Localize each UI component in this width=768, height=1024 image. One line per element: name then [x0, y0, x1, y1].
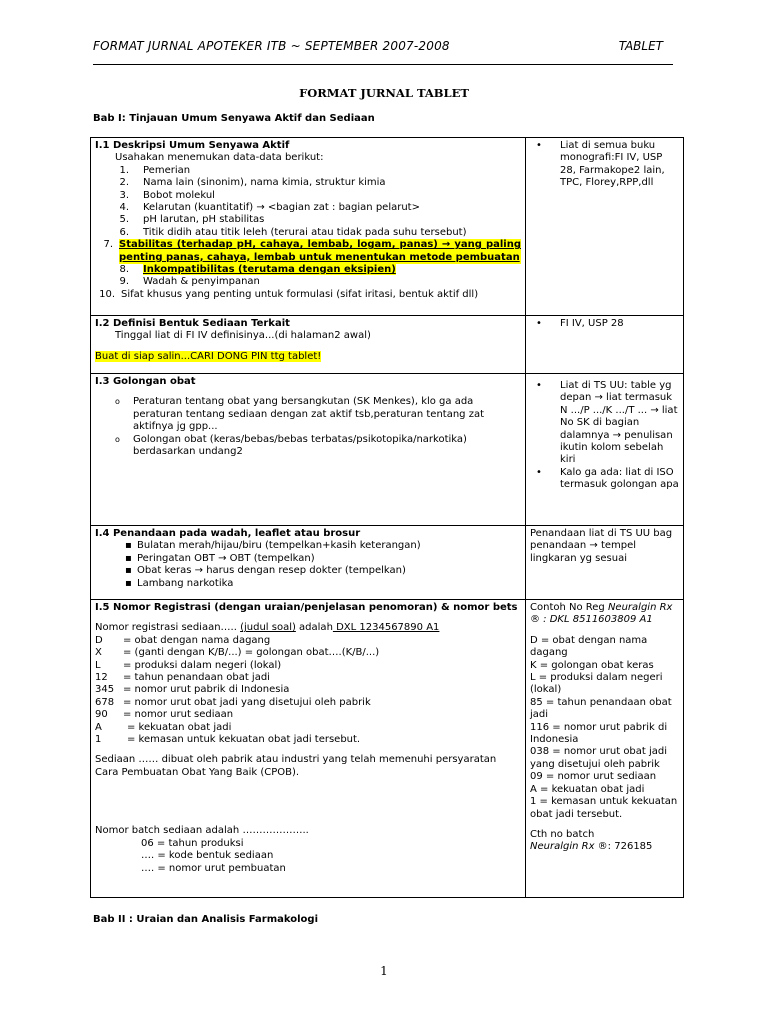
list-item: 4. Kelarutan (kuantitatif) → <bagian zat : bagian pelarut>: [119, 202, 420, 214]
header-left: FORMAT JURNAL APOTEKER ITB ~ SEPTEMBER 2007-2008: [93, 39, 450, 53]
section-4-left: [91, 526, 526, 600]
code-row: D = obat dengan nama dagang: [95, 634, 271, 646]
list-item: ▪ Lambang narkotika: [125, 578, 521, 590]
list-item: 2. Nama lain (sinonim), nama kimia, struktur kimia: [119, 177, 386, 189]
code-row: 345 = nomor urut pabrik di Indonesia: [95, 684, 290, 696]
reg-example-line: L = produksi dalam negeri (lokal): [530, 672, 663, 696]
list-item: ▪ Obat keras → harus dengan resep dokter (tempelkan): [125, 565, 521, 577]
list-item: ▪ Bulatan merah/hijau/biru (tempelkan+kasih keterangan): [125, 540, 521, 552]
reg-example-line: 116 = nomor urut pabrik di Indonesia: [530, 721, 668, 746]
code-row: 678 = nomor urut obat jadi yang disetujui oleh pabrik: [95, 696, 371, 708]
section-2-note: Buat di siap salin...CARI DONG PIN ttg tablet!: [95, 350, 322, 362]
list-item-highlighted: 7. Stabilitas (terhadap pH, cahaya, lembab, logam, panas) → yang paling penting panas, cahaya, lembab untuk menentukan metode pembuatan: [103, 239, 521, 263]
chapter-2-heading: Bab II : Uraian dan Analisis Farmakologi: [93, 914, 318, 925]
section-5-left: [91, 600, 526, 898]
chapter-1-heading: Bab I: Tinjauan Umum Senyawa Aktif dan Sediaan: [93, 113, 375, 124]
list-item: • FI IV, USP 28: [536, 318, 679, 330]
section-3-list: [95, 396, 521, 458]
list-item: o Golongan obat (keras/bebas/bebas terbatas/psikotopika/narkotika) berdasarkan undang2: [115, 434, 521, 459]
list-item: • Kalo ga ada: liat di ISO termasuk golongan apa: [536, 467, 679, 492]
reg-example: Contoh No Reg Neuralgin Rx ® : DKL 8511603809 A1: [530, 602, 673, 626]
registration-codes: [95, 635, 521, 747]
code-row: L = produksi dalam negeri (lokal): [95, 659, 282, 671]
page-header: [93, 40, 673, 65]
section-4-right: [526, 526, 684, 600]
registration-line: Nomor registrasi sediaan….. (judul soal) adalah DXL 1234567890 A1: [95, 622, 440, 634]
section-1-list: [95, 165, 521, 301]
section-3-refs: [530, 380, 679, 492]
section-3-right: [526, 374, 684, 526]
list-item: • Liat di semua buku monografi:FI IV, USP 28, Farmakope2 lain, TPC, Florey,RPP,dll: [536, 140, 679, 190]
list-item-highlighted: 8. Inkompatibilitas (terutama dengan eksipien): [119, 264, 396, 276]
code-row: 12 = tahun penandaan obat jadi: [95, 672, 270, 684]
section-row-5: [91, 600, 684, 898]
section-1-refs: [530, 140, 679, 190]
section-5-heading: I.5 Nomor Registrasi (dengan uraian/penjelasan penomoran) & nomor bets: [95, 602, 518, 613]
header-right: TABLET: [618, 39, 663, 53]
list-item: o Peraturan tentang obat yang bersangkutan (SK Menkes), klo ga ada peraturan tentang sediaan dengan zat aktif tsb,peraturan tentang zat aktifnya jg gpp...: [115, 396, 521, 433]
reg-example-line: A = kekuatan obat jadi: [530, 783, 645, 795]
reg-example-line: 038 = nomor urut obat jadi yang disetujui oleh pabrik: [530, 746, 668, 770]
batch-row: …. = nomor urut pembuatan: [141, 862, 286, 874]
reg-example-line: K = golongan obat keras: [530, 659, 654, 671]
list-item: 5. pH larutan, pH stabilitas: [119, 214, 265, 226]
section-row-2: [91, 316, 684, 374]
section-2-refs: [530, 318, 679, 330]
batch-example: Neuralgin Rx ®: 726185: [530, 841, 653, 853]
list-item: 9. Wadah & penyimpanan: [119, 276, 260, 288]
reg-example-line: 1 = kemasan untuk kekuatan obat jadi tersebut.: [530, 796, 678, 820]
section-row-4: [91, 526, 684, 600]
code-row: A = kekuatan obat jadi: [95, 721, 232, 733]
section-3-left: [91, 374, 526, 526]
section-3-heading: I.3 Golongan obat: [95, 376, 196, 387]
batch-row: 06 = tahun produksi: [141, 837, 244, 849]
reg-example-line: 09 = nomor urut sediaan: [530, 771, 657, 783]
code-row: X = (ganti dengan K/B/...) = golongan obat….(K/B/...): [95, 647, 380, 659]
reg-example-line: 85 = tahun penandaan obat jadi: [530, 696, 672, 721]
list-item: 3. Bobot molekul: [119, 189, 215, 201]
batch-row: …. = kode bentuk sediaan: [141, 850, 274, 862]
code-row: 90 = nomor urut sediaan: [95, 709, 234, 721]
batch-codes: [95, 838, 521, 875]
section-2-left: [91, 316, 526, 374]
section-1-heading: I.1 Deskripsi Umum Senyawa Aktif: [95, 140, 290, 151]
section-row-3: [91, 374, 684, 526]
section-2-line: Tinggal liat di FI IV definisinya...(di halaman2 awal): [115, 330, 371, 342]
section-2-right: [526, 316, 684, 374]
batch-line: Nomor batch sediaan adalah ………………..: [95, 825, 309, 837]
batch-example-label: Cth no batch: [530, 828, 595, 840]
list-item: • Liat di TS UU: table yg depan → liat termasuk N .../P .../K .../T ... → liat No SK di bagian dalamnya → penulisan ikutin kolom sebelah kiri: [536, 380, 679, 467]
section-5-right: [526, 600, 684, 898]
content-table: [90, 137, 684, 898]
document-title: FORMAT JURNAL TABLET: [299, 86, 469, 100]
page-number: 1: [380, 964, 388, 978]
list-item: 1. Pemerian: [119, 164, 191, 176]
section-1-left: [91, 138, 526, 316]
section-4-list: [95, 540, 521, 590]
list-item: ▪ Peringatan OBT → OBT (tempelkan): [125, 553, 521, 565]
section-row-1: [91, 138, 684, 316]
section-2-heading: I.2 Definisi Bentuk Sediaan Terkait: [95, 318, 290, 329]
code-row: 1 = kemasan untuk kekuatan obat jadi tersebut.: [95, 734, 361, 746]
section-4-heading: I.4 Penandaan pada wadah, leaflet atau brosur: [95, 528, 361, 539]
section-4-ref: Penandaan liat di TS UU bag penandaan → tempel lingkaran yg sesuai: [530, 528, 673, 564]
section-1-intro: Usahakan menemukan data-data berikut:: [115, 152, 324, 164]
reg-example-line: D = obat dengan nama dagang: [530, 634, 648, 659]
cpob-paragraph: Sediaan …… dibuat oleh pabrik atau industri yang telah memenuhi persyaratan Cara Pembuatan Obat Yang Baik (CPOB).: [95, 754, 497, 778]
list-item: 10. Sifat khusus yang penting untuk formulasi (sifat iritasi, bentuk aktif dll): [99, 288, 479, 300]
list-item: 6. Titik didih atau titik leleh (terurai atau tidak pada suhu tersebut): [119, 226, 467, 238]
section-1-right: [526, 138, 684, 316]
